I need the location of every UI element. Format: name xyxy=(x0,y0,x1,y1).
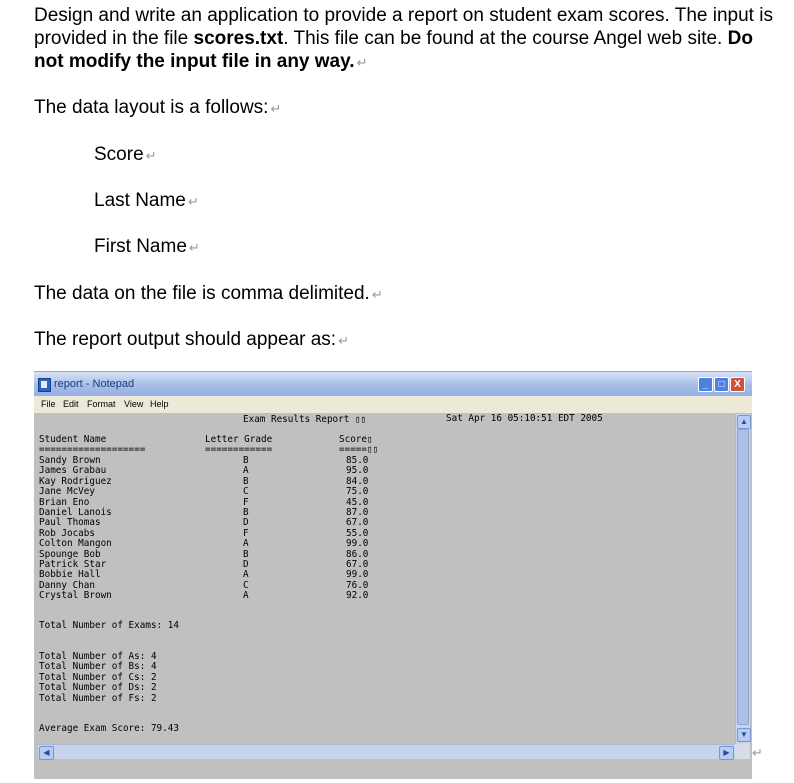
underline-grade: ============ xyxy=(205,444,273,455)
scroll-down-arrow-icon[interactable]: ▼ xyxy=(737,728,751,742)
field-score-text: Score xyxy=(94,144,144,165)
notepad-icon[interactable] xyxy=(38,378,51,392)
pilcrow-mark: ↵ xyxy=(752,745,763,760)
output-heading-text: The report output should appear as: xyxy=(34,329,337,350)
report-title: Exam Results Report ▯▯ xyxy=(243,414,367,425)
underline-score: =====▯▯ xyxy=(339,444,379,455)
scroll-right-arrow-icon[interactable]: ▶ xyxy=(719,746,734,760)
underline-name: =================== xyxy=(39,444,146,455)
menu-bar xyxy=(34,396,752,413)
horizontal-scrollbar[interactable] xyxy=(38,744,735,759)
pilcrow-mark: ↵ xyxy=(145,148,157,163)
pilcrow-mark: ↵ xyxy=(371,287,383,302)
delimiter-note xyxy=(34,282,383,306)
scroll-left-arrow-icon[interactable]: ◀ xyxy=(39,746,54,760)
vertical-scrollbar[interactable] xyxy=(735,414,750,744)
scores-column: 85.0 95.0 84.0 75.0 45.0 87.0 67.0 55.0 99.0 86.0 67.0 99.0 76.0 92.0 xyxy=(346,455,369,602)
text-area[interactable] xyxy=(38,414,734,744)
average-score-line: Average Exam Score: 79.43 xyxy=(39,723,179,734)
close-button[interactable]: X xyxy=(730,377,745,392)
intro-text-a: Design and write an application to provide a report on student exam scores. The input is provided in the file xyxy=(34,5,773,49)
resize-grip-icon[interactable] xyxy=(735,744,750,759)
header-letter-grade: Letter Grade xyxy=(205,434,273,445)
field-first-name-text: First Name xyxy=(94,236,187,257)
field-first-name xyxy=(94,235,200,259)
intro-paragraph xyxy=(34,4,774,74)
pilcrow-mark: ↵ xyxy=(356,55,368,70)
layout-heading xyxy=(34,96,281,120)
input-filename: scores.txt xyxy=(193,28,284,49)
total-exams-line: Total Number of Exams: 14 xyxy=(39,620,179,631)
menu-view[interactable]: View xyxy=(124,399,144,409)
field-last-name xyxy=(94,189,199,213)
no-modify-warning: Do not modify the input file in any way. xyxy=(34,28,753,72)
grade-counts-block: Total Number of As: 4 Total Number of Bs: 4 Total Number of Cs: 2 Total Number of Ds: 2 Total Number of Fs: 2 xyxy=(39,651,157,704)
student-names-column: Sandy Brown James Grabau Kay Rodriguez Jane McVey Brian Eno Daniel Lanois Paul Thomas Rob Jocabs Colton Mangon Spounge Bob Patrick Star Bobbie Hall Danny Chan Crystal Brown xyxy=(39,455,112,602)
scroll-up-arrow-icon[interactable]: ▲ xyxy=(737,415,751,429)
layout-heading-text: The data layout is a follows: xyxy=(34,97,269,118)
header-student-name: Student Name xyxy=(39,434,107,445)
letter-grades-column: B A B C F B D F A B D A C A xyxy=(243,455,249,602)
menu-edit[interactable]: Edit xyxy=(63,399,79,409)
maximize-button[interactable]: □ xyxy=(714,377,729,392)
header-score: Score▯ xyxy=(339,434,373,445)
delimiter-note-text: The data on the file is comma delimited. xyxy=(34,283,370,304)
field-last-name-text: Last Name xyxy=(94,190,186,211)
menu-file[interactable]: File xyxy=(41,399,56,409)
output-heading xyxy=(34,328,349,352)
window-title: report - Notepad xyxy=(54,378,135,390)
pilcrow-mark: ↵ xyxy=(270,101,282,116)
report-date: Sat Apr 16 05:10:51 EDT 2005 xyxy=(446,413,603,424)
minimize-button[interactable]: _ xyxy=(698,377,713,392)
title-bar[interactable] xyxy=(34,371,752,396)
intro-text-c: . This file can be found at the course Angel web site. xyxy=(283,28,728,49)
menu-format[interactable]: Format xyxy=(87,399,116,409)
scroll-thumb[interactable] xyxy=(737,429,749,725)
pilcrow-mark: ↵ xyxy=(187,194,199,209)
pilcrow-mark: ↵ xyxy=(188,240,200,255)
menu-help[interactable]: Help xyxy=(150,399,169,409)
pilcrow-mark: ↵ xyxy=(338,333,349,348)
field-score xyxy=(94,143,157,167)
notepad-window xyxy=(34,371,752,779)
